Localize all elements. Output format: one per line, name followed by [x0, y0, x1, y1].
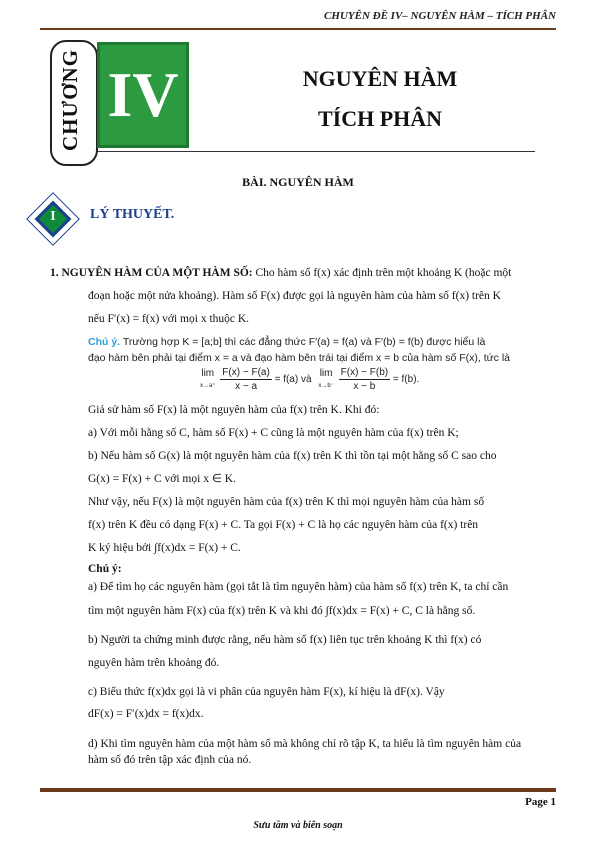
note-label: Chú ý.: [88, 336, 121, 348]
s1-line2: đoạn hoặc một nửa khoảng). Hàm số F(x) được gọi là nguyên hàm của hàm số f(x) trên K: [88, 290, 501, 302]
chapter-word: CHƯƠNG: [58, 48, 82, 152]
lesson-title: BÀI. NGUYÊN HÀM: [242, 175, 354, 189]
lim2-word: lim: [319, 367, 333, 379]
section-title: LÝ THUYẾT.: [90, 207, 175, 222]
note-c-line1: c) Biểu thức f(x)dx gọi là vi phân của nguyên hàm F(x), kí hiệu là dF(x). Vậy: [88, 686, 445, 698]
p2-line3: K ký hiệu bởi ∫f(x)dx = F(x) + C.: [88, 542, 241, 554]
lim1-num: F(x) − F(a): [222, 367, 270, 378]
lim1-rhs: = f(a) và: [274, 374, 312, 386]
note-c-line2: dF(x) = F′(x)dx = f(x)dx.: [88, 708, 204, 720]
note-b-line2: nguyên hàm trên khoảng đó.: [88, 657, 220, 669]
pb-line1: b) Nếu hàm số G(x) là một nguyên hàm của f(x) trên K thì tồn tại một hằng số C sao cho: [88, 450, 497, 462]
footer-divider: [40, 788, 556, 792]
note-line2: đạo hàm bên phải tại điểm x = a và đạo hàm bên trái tại điểm x = b của hàm số F(x), tức là: [88, 352, 510, 364]
p2-line2: f(x) trên K đều có dạng F(x) + C. Ta gọi F(x) + C là họ các nguyên hàm của f(x) trên: [88, 519, 479, 531]
chapter-title-line1: NGUYÊN HÀM: [302, 66, 458, 91]
pb-line2: G(x) = F(x) + C với mọi x ∈ K.: [88, 473, 236, 485]
lim1-word: lim: [201, 367, 215, 379]
note-b-line1: b) Người ta chứng minh được rằng, nếu hàm số f(x) liên tục trên khoảng K thì f(x) có: [88, 634, 482, 646]
limit-formulas: [200, 366, 419, 393]
note-d-line1: d) Khi tìm nguyên hàm của một hàm số mà không chỉ rõ tập K, ta hiểu là tìm nguyên hàm của: [88, 738, 522, 750]
note-d-line2: hàm số đó trên tập xác định của nó.: [88, 754, 252, 766]
chapter-numeral: IV: [107, 59, 179, 130]
p1: Giả sử hàm số F(x) là một nguyên hàm của f(x) trên K. Khi đó:: [88, 404, 380, 416]
s1-line1: [50, 265, 511, 281]
lim2-rhs: = f(b).: [392, 374, 420, 386]
chu-y-heading: Chú ý:: [88, 563, 122, 575]
note-a-line2: tìm một nguyên hàm F(x) của f(x) trên K và khi đó ∫f(x)dx = F(x) + C, C là hằng số.: [88, 605, 476, 617]
note-line1: [88, 334, 485, 350]
chapter-divider: [97, 151, 535, 152]
lim1-den: x − a: [235, 381, 258, 392]
lim2-den: x − b: [353, 381, 376, 392]
s1-line3: nếu F′(x) = f(x) với mọi x thuộc K.: [88, 313, 250, 325]
s1-line1-text: Cho hàm số f(x) xác định trên một khoảng K (hoặc một: [252, 267, 512, 279]
header-divider: [40, 28, 556, 30]
p2-line1: Như vậy, nếu F(x) là một nguyên hàm của f(x) trên K thì mọi nguyên hàm của hàm số: [88, 496, 485, 508]
lim2-num: F(x) − F(b): [340, 367, 389, 378]
header-title: CHUYÊN ĐỀ IV– NGUYÊN HÀM – TÍCH PHÂN: [324, 10, 556, 22]
chapter-title-line2: TÍCH PHÂN: [317, 106, 443, 131]
s1-heading: 1. NGUYÊN HÀM CỦA MỘT HÀM SỐ:: [50, 267, 253, 279]
lim2-sub: x→b⁻: [318, 382, 334, 389]
note-a-line1: a) Để tìm họ các nguyên hàm (gọi tắt là tìm nguyên hàm) của hàm số f(x) trên K, ta chỉ cần: [88, 581, 509, 593]
pa: a) Với mỗi hằng số C, hàm số F(x) + C cũng là một nguyên hàm của f(x) trên K;: [88, 427, 459, 439]
page-number: Page 1: [525, 796, 556, 808]
section-number: I: [50, 209, 56, 224]
footer-credit: Sưu tầm và biên soạn: [253, 820, 343, 831]
lim1-sub: x→a⁺: [200, 382, 216, 389]
note-line1-text: Trường hợp K = [a;b] thì các đẳng thức F′(a) = f(a) và F′(b) = f(b) được hiểu là: [120, 336, 486, 348]
